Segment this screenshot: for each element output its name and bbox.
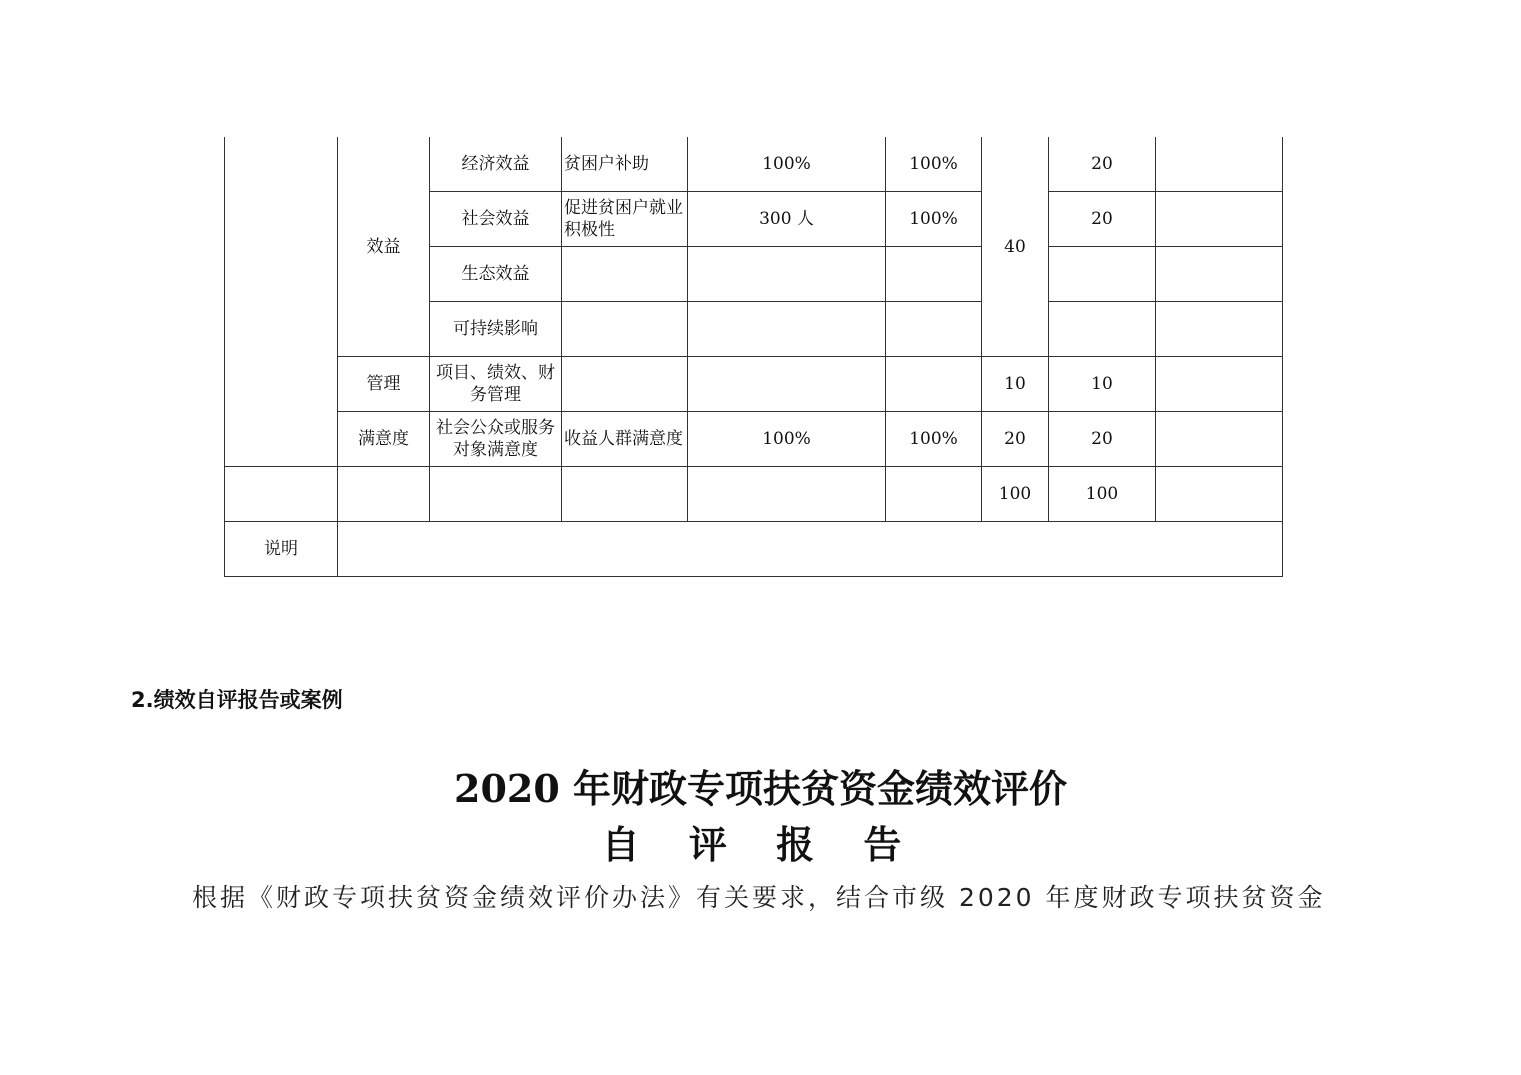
report-subtitle: 自 评 报 告 [601,822,920,867]
body-paragraph: 根据《财政专项扶贫资金绩效评价办法》有关要求，结合市级 2020 年度财政专项扶贫资金 [192,883,1326,912]
actual-cell [886,247,982,302]
section-heading: 2.绩效自评报告或案例 [131,688,343,712]
weight-cell: 40 [982,137,1049,357]
empty-cell [430,467,562,522]
table-row [225,137,1283,192]
target-cell [688,302,886,357]
weight-cell: 20 [982,412,1049,467]
subcategory-cell: 可持续影响 [430,302,562,357]
category-cell: 管理 [338,357,430,412]
subcategory-cell: 社会效益 [430,192,562,247]
actual-cell [886,302,982,357]
note-cell [1156,137,1283,192]
report-title: 2020 年财政专项扶贫资金绩效评价 [454,766,1067,811]
actual-cell: 100% [886,137,982,192]
remark-content [338,522,1283,577]
note-cell [1156,357,1283,412]
empty-cell [886,467,982,522]
category-cell: 满意度 [338,412,430,467]
indicator-cell: 促进贫困户就业积极性 [562,192,688,247]
total-row [225,467,1283,522]
subcategory-cell: 经济效益 [430,137,562,192]
score-cell [1049,247,1156,302]
target-cell [688,357,886,412]
performance-table [224,137,1283,577]
note-cell [1156,247,1283,302]
subcategory-cell: 项目、绩效、财务管理 [430,357,562,412]
score-cell [1049,302,1156,357]
subcategory-cell: 社会公众或服务对象满意度 [430,412,562,467]
target-cell: 100% [688,137,886,192]
table-row [225,412,1283,467]
total-weight-cell: 100 [982,467,1049,522]
total-score-cell: 100 [1049,467,1156,522]
target-cell [688,247,886,302]
table-row [225,357,1283,412]
level1-cell [225,137,338,467]
score-cell: 20 [1049,137,1156,192]
note-cell [1156,302,1283,357]
indicator-cell [562,357,688,412]
remark-label: 说明 [225,522,338,577]
score-cell: 20 [1049,192,1156,247]
note-cell [1156,412,1283,467]
indicator-cell: 贫困户补助 [562,137,688,192]
empty-cell [688,467,886,522]
target-cell: 100% [688,412,886,467]
actual-cell: 100% [886,412,982,467]
actual-cell [886,357,982,412]
note-cell [1156,192,1283,247]
score-cell: 10 [1049,357,1156,412]
indicator-cell [562,247,688,302]
empty-cell [225,467,338,522]
empty-cell [338,467,430,522]
actual-cell: 100% [886,192,982,247]
score-cell: 20 [1049,412,1156,467]
empty-cell [562,467,688,522]
category-cell: 效益 [338,137,430,357]
indicator-cell: 收益人群满意度 [562,412,688,467]
indicator-cell [562,302,688,357]
subcategory-cell: 生态效益 [430,247,562,302]
remark-row [225,522,1283,577]
empty-cell [1156,467,1283,522]
weight-cell: 10 [982,357,1049,412]
target-cell: 300 人 [688,192,886,247]
